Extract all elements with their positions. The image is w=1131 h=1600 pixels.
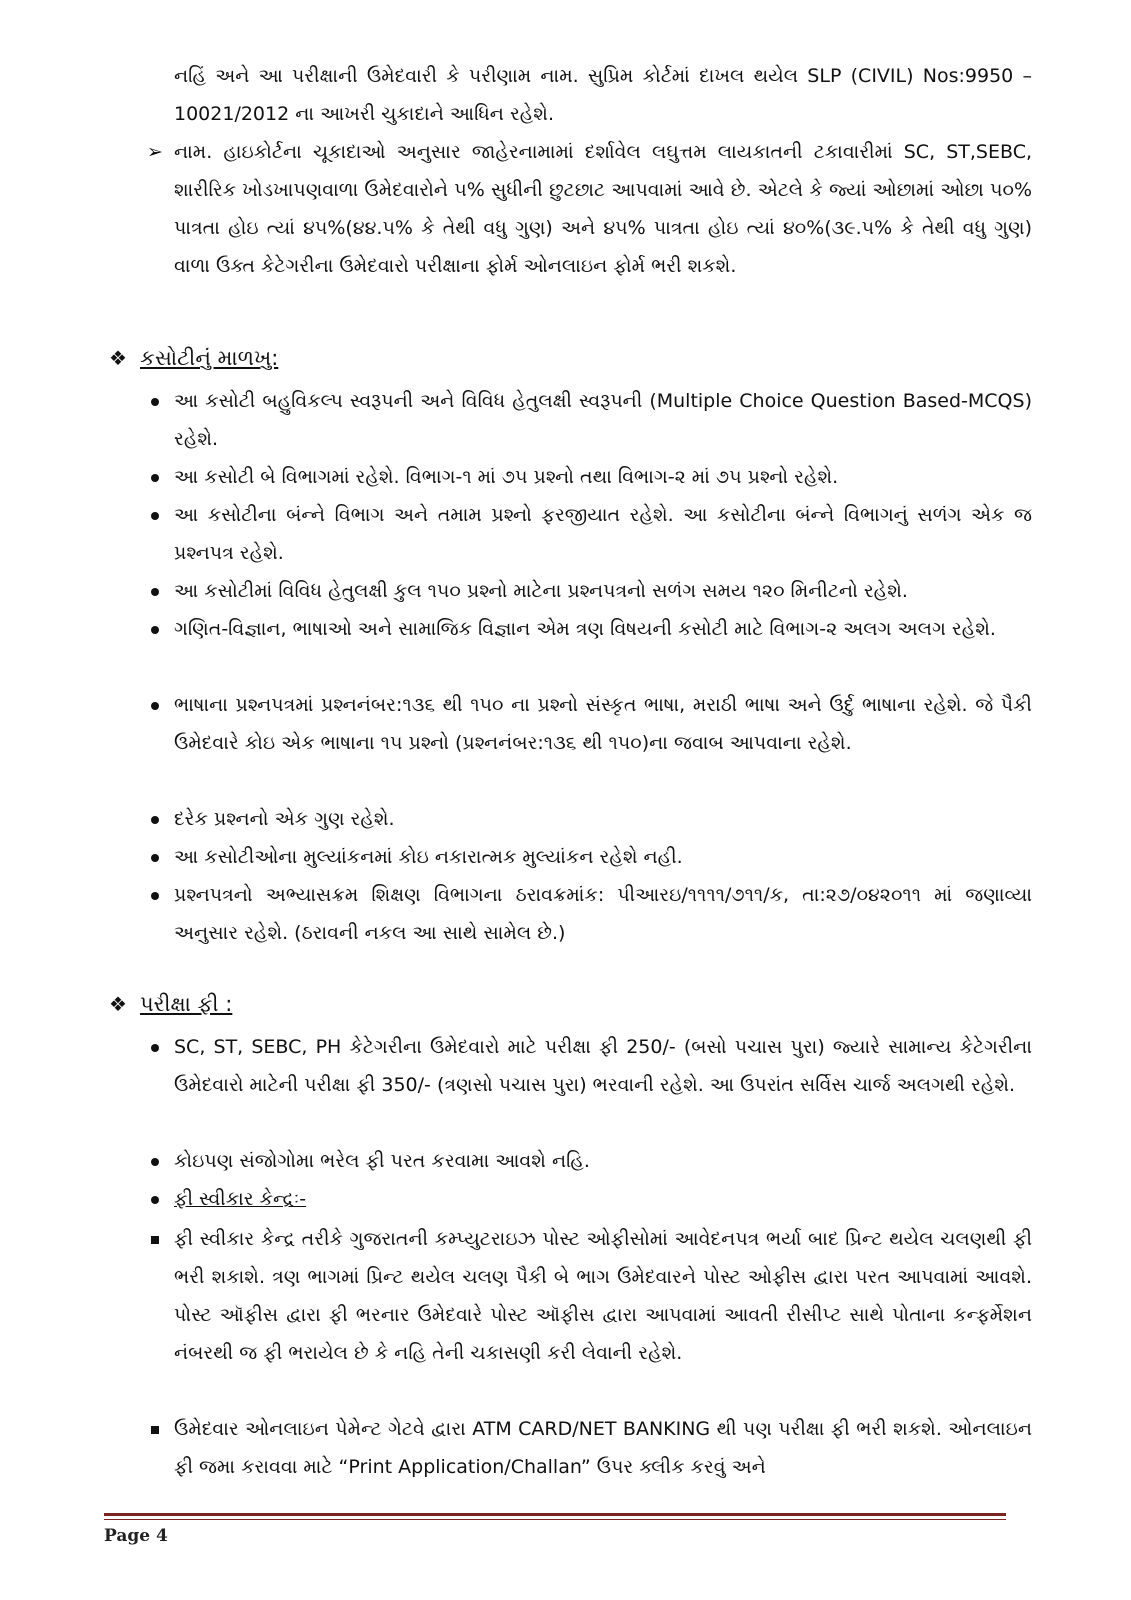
section-title: પરીક્ષા ફી :	[140, 992, 233, 1016]
list-item	[140, 458, 1032, 496]
dot-bullet-icon	[140, 1180, 170, 1218]
arrow-bullet-icon: ➢	[147, 141, 163, 163]
dot-bullet-icon	[140, 458, 170, 496]
list-item-text: આ કસોટી બહુવિકલ્પ સ્વરૂપની અને વિવિધ હેતુલક્ષી સ્વરૂપની (Multiple Choice Question Based-MCQS) રહેશે.	[174, 390, 1032, 450]
section-title: કસોટીનું માળખુ:	[140, 346, 279, 370]
list-item	[140, 496, 1032, 572]
sub-heading-fee-centre: ફી સ્વીકાર કેન્દ્રઃ-	[174, 1188, 307, 1210]
list-item-text: ગણિત-વિજ્ઞાન, ભાષાઓ અને સામાજિક વિજ્ઞાન એમ ત્રણ વિષયની કસોટી માટે વિભાગ-૨ અલગ અલગ રહેશે.	[174, 618, 996, 640]
list-item-text: ભાષાના પ્રશ્નપત્રમાં પ્રશ્નનંબર:૧૩૬ થી ૧૫૦ ના પ્રશ્નો સંસ્કૃત ભાષા, મરાઠી ભાષા અને ઉર્દુ ભાષાના રહેશે. જે પૈકી ઉમેદવારે કોઇ એક ભાષાના ૧૫ પ્રશ્નો (પ્રશ્નનંબર:૧૩૬ થી ૧૫૦)ના જવાબ આપવાના રહેશે.	[174, 694, 1032, 754]
dot-bullet-icon	[140, 1142, 170, 1180]
dot-bullet-icon	[140, 382, 170, 420]
list-item-text: આ કસોટી બે વિભાગમાં રહેશે. વિભાગ-૧ માં ૭૫ પ્રશ્નો તથા વિભાગ-૨ માં ૭૫ પ્રશ્નો રહેશે.	[174, 466, 839, 488]
list-item-text: આ કસોટીમાં વિવિધ હેતુલક્ષી કુલ ૧૫૦ પ્રશ્નો માટેના પ્રશ્નપત્રનો સળંગ સમય ૧૨૦ મિનીટનો રહેશે.	[174, 580, 908, 602]
dot-bullet-icon	[140, 1028, 170, 1066]
square-bullet-icon	[140, 1410, 170, 1448]
square-bullet-icon	[140, 1220, 170, 1258]
list-item-text: ઉમેદવાર ઓનલાઇન પેમેન્ટ ગેટવે દ્વારા ATM CARD/NET BANKING થી પણ પરીક્ષા ફી ભરી શકશે. ઓનલાઇન ફી જમા કરાવવા માટે “Print Application/Challan” ઉપર ક્લીક કરવું અને	[174, 1418, 1032, 1478]
arrow-list-item	[140, 133, 1032, 323]
dot-bullet-icon	[140, 496, 170, 534]
list-item	[140, 610, 1032, 686]
list-item-text: આ કસોટીના બંન્ને વિભાગ અને તમામ પ્રશ્નો ફરજીયાત રહેશે. આ કસોટીના બંન્ને વિભાગનું સળંગ એક જ પ્રશ્નપત્ર રહેશે.	[174, 504, 1032, 564]
dot-bullet-icon	[140, 838, 170, 876]
list-item	[140, 572, 1032, 610]
dot-bullet-icon	[140, 610, 170, 648]
list-item	[140, 838, 1032, 876]
intro-paragraph: નહિં અને આ પરીક્ષાની ઉમેદવારી કે પરીણામ નામ. સુપ્રિમ કોર્ટમાં દાખલ થયેલ SLP (CIVIL) Nos:9950 – 10021/2012 ના આખરી ચુકાદાને આધિન રહેશે.	[174, 65, 1032, 125]
list-item-text: ફી સ્વીકાર કેન્દ્ર તરીકે ગુજરાતની કમ્પ્યુટરાઇઝ પોસ્ટ ઓફીસોમાં આવેદનપત્ર ભર્યા બાદ પ્રિન્ટ થયેલ ચલણથી ફી ભરી શકાશે. ત્રણ ભાગમાં પ્રિન્ટ થયેલ ચલણ પૈકી બે ભાગ ઉમેદવારને પોસ્ટ ઓફીસ દ્વારા પરત આપવામાં આવશે. પોસ્ટ ઑફીસ દ્વારા ફી ભરનાર ઉમેદવારે પોસ્ટ ઑફીસ દ્વારા આપવામાં આવતી રીસીપ્ટ સાથે પોતાના કન્ફર્મેશન નંબરથી જ ફી ભરાયેલ છે કે નહિ તેની ચકાસણી કરી લેવાની રહેશે.	[174, 1228, 1032, 1364]
dot-bullet-icon	[140, 572, 170, 610]
dot-bullet-icon	[140, 800, 170, 838]
list-item	[140, 876, 1032, 952]
list-item-text: કોઇપણ સંજોગોમા ભરેલ ફી પરત કરવામા આવશે નહિ.	[174, 1150, 590, 1172]
page-number: Page 4	[104, 1526, 168, 1546]
list-item	[140, 1142, 1032, 1180]
list-item-text: SC, ST, SEBC, PH કેટેગરીના ઉમેદવારો માટે પરીક્ષા ફી 250/- (બસો પચાસ પુરા) જ્યારે સામાન્ય કેટેગરીના ઉમેદવારો માટેની પરીક્ષા ફી 350/- (ત્રણસો પચાસ પુરા) ભરવાની રહેશે. આ ઉપરાંત સર્વિસ ચાર્જ અલગથી રહેશે.	[174, 1036, 1032, 1096]
list-item-text: દરેક પ્રશ્નનો એક ગુણ રહેશે.	[174, 808, 395, 830]
footer-divider-thin	[104, 1519, 1006, 1520]
list-item	[140, 382, 1032, 458]
list-item	[140, 1220, 1032, 1410]
diamond-bullet-icon: ❖	[109, 346, 127, 370]
list-item	[140, 686, 1032, 800]
list-item-text: આ કસોટીઓના મુલ્યાંકનમાં કોઇ નકારાત્મક મુલ્યાંકન રહેશે નહી.	[174, 846, 683, 868]
sub-heading-item	[140, 1180, 1032, 1218]
diamond-bullet-icon: ❖	[109, 992, 127, 1016]
arrow-item-text: નામ. હાઇકોર્ટના ચૂકાદાઓ અનુસાર જાહેરનામામાં દર્શાવેલ લઘુત્તમ લાયકાતની ટકાવારીમાં SC, ST,SEBC, શારીરિક ખોડખાપણવાળા ઉમેદવારોને ૫% સુધીની છુટછાટ આપવામાં આવે છે. એટલે કે જ્યાં ઓછામાં ઓછા ૫૦% પાત્રતા હોઇ ત્યાં ૪૫%(૪૪.૫% કે તેથી વધુ ગુણ) અને ૪૫% પાત્રતા હોઇ ત્યાં ૪૦%(૩૯.૫% કે તેથી વધુ ગુણ) વાળા ઉક્ત કેટેગરીના ઉમેદવારો પરીક્ષાના ફોર્મ ઓનલાઇન ફોર્મ ભરી શકશે.	[174, 141, 1032, 277]
dot-bullet-icon	[140, 876, 170, 914]
list-item	[140, 1410, 1032, 1486]
list-item-text: પ્રશ્નપત્રનો અભ્યાસક્રમ શિક્ષણ વિભાગના ઠરાવક્રમાંક: પીઆરઇ/૧૧૧૧/૭૧૧/ક, તા:૨૭/૦૪૨૦૧૧ માં જણાવ્યા અનુસાર રહેશે. (ઠરાવની નકલ આ સાથે સામેલ છે.)	[174, 884, 1032, 944]
list-item	[140, 1028, 1032, 1142]
footer-divider	[104, 1513, 1006, 1516]
dot-bullet-icon	[140, 686, 170, 724]
list-item	[140, 800, 1032, 838]
